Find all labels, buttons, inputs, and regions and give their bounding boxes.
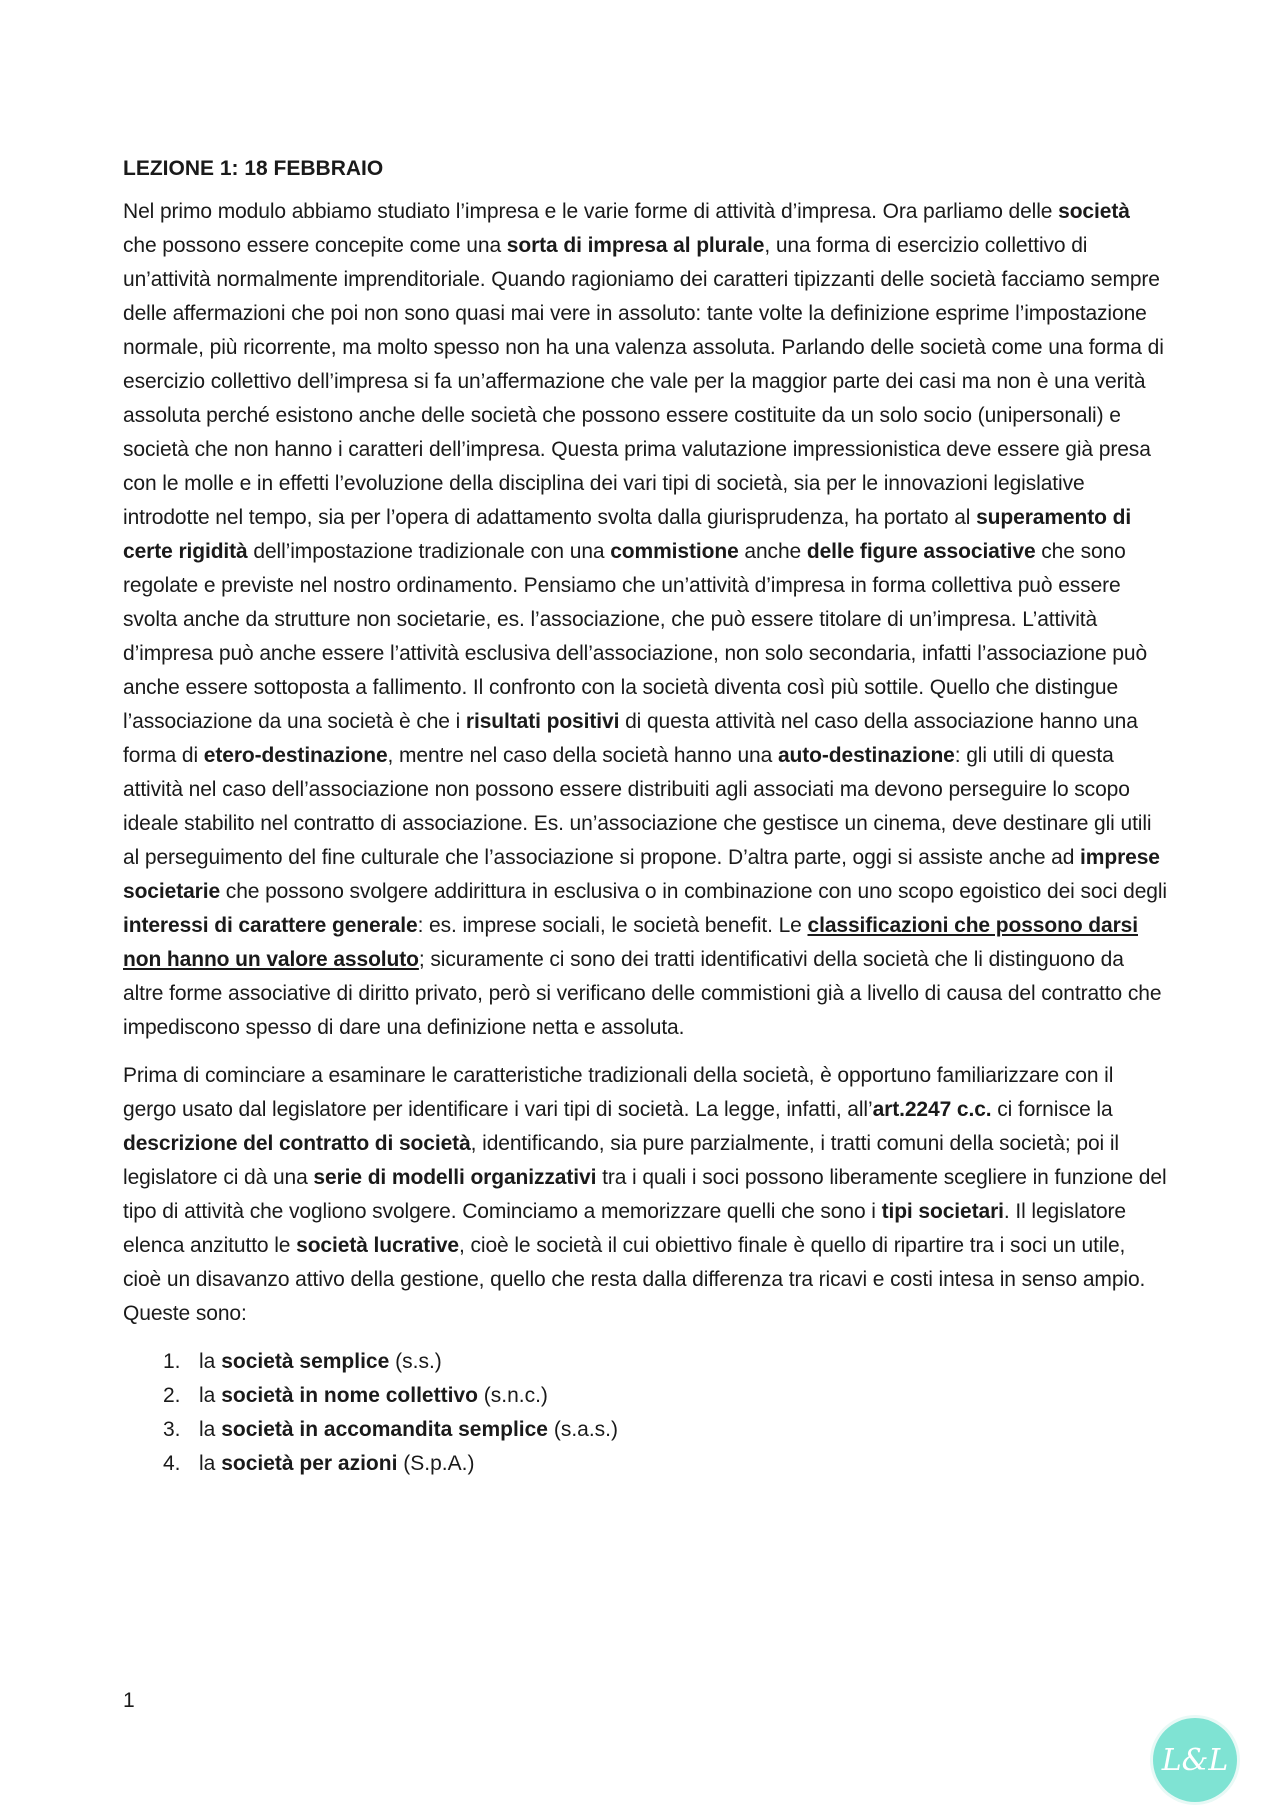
list-item-bold: società in nome collettivo xyxy=(221,1384,478,1407)
list-item-text xyxy=(199,1413,618,1447)
text-segment: , cioè le società il cui obiettivo finale è quello di ripartire tra i soci un utile, cioè un disavanzo attivo della gestione, quello che resta dalla differenza tra ricavi e costi intesa in senso ampio. Queste sono: xyxy=(123,1234,1146,1325)
list-item-number: 3. xyxy=(163,1418,181,1441)
text-segment: Nel primo modulo abbiamo studiato l’impresa e le varie forme di attività d’impresa. Ora parliamo delle xyxy=(123,200,1059,223)
list-item-text xyxy=(199,1447,474,1481)
list-item xyxy=(163,1379,1168,1413)
list-item-text xyxy=(199,1379,548,1413)
bold-segment: serie di modelli organizzativi xyxy=(313,1166,597,1189)
logo-text: L&L xyxy=(1161,1742,1229,1778)
list-item-prefix: la xyxy=(199,1452,222,1475)
bold-segment: descrizione del contratto di società xyxy=(123,1132,471,1155)
bold-segment: società xyxy=(1058,200,1130,223)
document-page xyxy=(123,152,1168,1481)
text-segment: che possono essere concepite come una xyxy=(123,234,507,257)
list-item-text xyxy=(199,1345,442,1379)
paragraph-introduction xyxy=(123,195,1168,1045)
list-item-suffix: (S.p.A.) xyxy=(397,1452,475,1475)
lucrative-companies-list xyxy=(123,1345,1168,1481)
text-segment: Prima di cominciare a esaminare le caratteristiche tradizionali della società, è opportuno familiarizzare con il gergo usato dal legislatore per identificare i vari tipi di società. La legge, infatti, all’ xyxy=(123,1064,1114,1121)
list-item xyxy=(163,1345,1168,1379)
paragraph-company-types xyxy=(123,1059,1168,1331)
list-item-number: 4. xyxy=(163,1452,181,1475)
bold-segment: delle figure associative xyxy=(806,540,1036,563)
bold-segment: etero-destinazione xyxy=(203,744,388,767)
text-segment: tra i quali i soci possono liberamente scegliere in funzione del tipo di attività che vogliono svolgere. Cominciamo a memorizzare quelli che sono i xyxy=(123,1166,1167,1223)
list-item-suffix: (s.n.c.) xyxy=(477,1384,548,1407)
page-number: 1 xyxy=(123,1689,135,1712)
list-item-number: 2. xyxy=(163,1384,181,1407)
bold-segment: risultati positivi xyxy=(465,710,620,733)
list-item-suffix: (s.a.s.) xyxy=(548,1418,619,1441)
bold-segment: interessi di carattere generale xyxy=(123,914,418,937)
bold-segment: imprese societarie xyxy=(123,846,1160,903)
underlined-segment: classificazioni che possono darsi non hanno un valore assoluto xyxy=(123,914,1138,971)
bold-segment: commistione xyxy=(610,540,739,563)
text-segment: ci fornisce la xyxy=(991,1098,1113,1121)
list-item-bold: società per azioni xyxy=(221,1452,398,1475)
bold-segment: art.2247 c.c. xyxy=(872,1098,992,1121)
list-item-number: 1. xyxy=(163,1350,181,1373)
bold-segment: tipi societari xyxy=(881,1200,1004,1223)
text-segment: , identificando, sia pure parzialmente, i tratti comuni della società; poi il legislatore ci dà una xyxy=(123,1132,1119,1189)
logo-badge xyxy=(1153,1718,1237,1802)
text-segment: che sono regolate e previste nel nostro ordinamento. Pensiamo che un’attività d’impresa in forma collettiva può essere svolta anche da strutture non societarie, es. l’associazione, che può essere titolare di un’impresa. L’attività d’impresa può anche essere l’attività esclusiva dell’associazione, non solo secondaria, infatti l’associazione può anche essere sottoposta a fallimento. Il confronto con la società diventa così più sottile. Quello che distingue l’associazione da una società è che i xyxy=(123,540,1148,733)
list-item-bold: società semplice xyxy=(221,1350,390,1373)
text-segment: , una forma di esercizio collettivo di un’attività normalmente imprenditoriale. Quando ragioniamo dei caratteri tipizzanti delle società facciamo sempre delle affermazioni che poi non sono quasi mai vere in assoluto: tante volte la definizione esprime l’impostazione normale, più ricorrente, ma molto spesso non ha una valenza assoluta. Parlando delle società come una forma di esercizio collettivo dell’impresa si fa un’affermazione che vale per la maggior parte dei casi ma non è una verità assoluta perché esistono anche delle società che possono essere costituite da un solo socio (unipersonali) e società che non hanno i caratteri dell’impresa. Questa prima valutazione impressionistica deve essere già presa con le molle e in effetti l’evoluzione della disciplina dei vari tipi di società, sia per le innovazioni legislative introdotte nel tempo, sia per l’opera di adattamento svolta dalla giurisprudenza, ha portato al xyxy=(123,234,1164,529)
text-segment: : gli utili di questa attività nel caso dell’associazione non possono essere distribuiti agli associati ma devono perseguire lo scopo ideale stabilito nel contratto di associazione. Es. un’associazione che gestisce un cinema, deve destinare gli utili al perseguimento del fine culturale che l’associazione si propone. D’altra parte, oggi si assiste anche ad xyxy=(123,744,1152,869)
list-item-prefix: la xyxy=(199,1418,222,1441)
list-item xyxy=(163,1413,1168,1447)
text-segment: . Il legislatore elenca anzitutto le xyxy=(123,1200,1127,1257)
list-item-prefix: la xyxy=(199,1350,222,1373)
text-segment: dell’impostazione tradizionale con una xyxy=(247,540,611,563)
text-segment: di questa attività nel caso della associazione hanno una forma di xyxy=(123,710,1138,767)
list-item xyxy=(163,1447,1168,1481)
lesson-heading: LEZIONE 1: 18 FEBBRAIO xyxy=(123,157,384,180)
text-segment: anche xyxy=(738,540,807,563)
list-item-bold: società in accomandita semplice xyxy=(221,1418,548,1441)
bold-segment: sorta di impresa al plurale xyxy=(506,234,765,257)
bold-segment: società lucrative xyxy=(296,1234,460,1257)
list-item-prefix: la xyxy=(199,1384,222,1407)
list-item-suffix: (s.s.) xyxy=(389,1350,442,1373)
bold-segment: auto-destinazione xyxy=(777,744,955,767)
text-segment: ; sicuramente ci sono dei tratti identificativi della società che li distinguono da altre forme associative di diritto privato, però si verificano delle commistioni già a livello di causa del contratto che impediscono spesso di dare una definizione netta e assoluta. xyxy=(123,948,1162,1039)
text-segment: che possono svolgere addirittura in esclusiva o in combinazione con uno scopo egoistico dei soci degli xyxy=(220,880,1167,903)
text-segment: : es. imprese sociali, le società benefit. Le xyxy=(417,914,808,937)
text-segment: , mentre nel caso della società hanno una xyxy=(387,744,778,767)
bold-segment: superamento di certe rigidità xyxy=(123,506,1132,563)
